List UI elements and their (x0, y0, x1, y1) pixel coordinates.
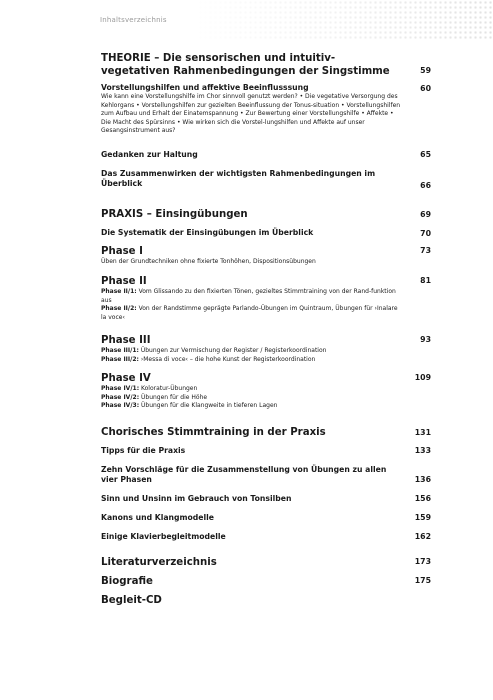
toc-subentry (101, 288, 401, 305)
toc-subentry-text: Üben der Grundtechniken ohne fixierte Tonhöhen, Dispositionsübungen (101, 258, 316, 266)
toc-entry-chorisches[interactable] (101, 426, 431, 439)
toc-entry-title: Tipps für die Praxis (101, 446, 186, 455)
toc-subentry (101, 356, 401, 365)
toc-entry-biografie[interactable] (101, 575, 431, 588)
toc-entry-title: Biografie (101, 576, 153, 587)
toc-entry-title: PRAXIS – Einsingübungen (101, 209, 248, 220)
toc-entry-page-number: 136 (414, 475, 431, 484)
toc-subentry-label: Phase III/2: (101, 355, 139, 363)
toc-subentry-text: Koloratur-Übungen (139, 385, 198, 393)
toc-subentry-label: Phase IV/3: (101, 402, 140, 410)
toc-subentry-label: Phase II/2: (101, 305, 137, 313)
toc-subentry (101, 347, 401, 356)
toc-entry-page-number: 156 (414, 494, 431, 503)
toc-entry-title: Die Systematik der Einsingübungen im Überblick (101, 228, 314, 237)
toc-entry-page-number: 59 (420, 66, 431, 75)
toc-entry-title: Gedanken zur Haltung (101, 150, 198, 159)
toc-entry-page-number: 81 (420, 276, 431, 285)
toc-entry-title: Das Zusammenwirken der wichtigsten Rahmenbedingungen im Überblick (101, 169, 376, 188)
toc-subentry-text: Übungen zur Vermischung der Register / Registerkoordination (138, 347, 327, 355)
toc-subentry-text: Vom Glissando zu den fixierten Tönen, gezieltes Stimmtraining von der Rand-funktion aus (101, 288, 396, 304)
toc-entry-zehn[interactable] (101, 465, 431, 485)
toc-entry-title: THEORIE – Die sensorischen und intuitiv-vegetativen Rahmenbedingungen der Singstimme (101, 53, 390, 78)
toc-entry-title: Phase I (101, 246, 143, 257)
toc-entry-page-number: 69 (420, 210, 431, 219)
toc-subentry-text: Übungen für die Höhe (139, 393, 208, 401)
toc-entry-klavier[interactable] (101, 532, 431, 542)
toc-subentry-label: Phase IV/1: (101, 385, 140, 393)
toc-entry-page-number: 175 (414, 576, 431, 585)
toc-entry-page-number: 70 (420, 229, 431, 238)
toc-entry-zusammenwirken[interactable] (101, 169, 431, 189)
toc-subentry (101, 305, 401, 322)
toc-subentry-text: Übungen für die Klangweite in tieferen Lagen (139, 402, 278, 410)
toc-entry-page-number: 93 (420, 335, 431, 344)
toc-entry-title: Phase III (101, 335, 151, 346)
toc-entry-cd[interactable] (101, 594, 431, 607)
toc-entry-praxis[interactable] (101, 208, 431, 221)
toc-entry-title: Vorstellungshilfen und affektive Beeinflusssung (101, 83, 309, 92)
toc-entry-title: Literaturverzeichnis (101, 557, 217, 568)
toc-subentry (101, 394, 401, 403)
toc-entry-theorie[interactable] (101, 52, 431, 78)
toc-subentry (101, 402, 401, 411)
toc-entry-title: Phase II (101, 276, 147, 287)
toc-subentry (101, 385, 401, 394)
toc-subentry-label: Phase IV/2: (101, 393, 140, 401)
toc-subentry-text: Von der Randstimme geprägte Parlando-Übungen im Quintraum, Übungen für ›Inalare la voce‹ (101, 305, 398, 321)
toc-entry-page-number: 65 (420, 150, 431, 159)
header-dot-pattern (193, 0, 493, 40)
toc-entry-title: Phase IV (101, 373, 151, 384)
toc-subentry-text: ›Messa di voce‹ – die hohe Kunst der Registerkoordination (138, 355, 316, 363)
toc-entry-page-number: 162 (414, 532, 431, 541)
toc-entry-title: Zehn Vorschläge für die Zusammenstellung von Übungen zu allen vier Phasen (101, 465, 387, 484)
toc-entry-page-number: 66 (420, 181, 431, 190)
toc-entry-title: Kanons und Klangmodelle (101, 513, 214, 522)
toc-entry-phase1[interactable] (101, 245, 431, 267)
toc-subentry (101, 258, 401, 267)
toc-entry-tipps[interactable] (101, 446, 431, 456)
toc-entry-kanons[interactable] (101, 513, 431, 523)
toc-entry-phase3[interactable] (101, 334, 431, 364)
toc-entry-description: Wie kann eine Vorstellungshilfe im Chor sinnvoll genutzt werden? • Die vegetative Versorgung des Kehlorgans • Vorstellungshilfen zur gezielten Beeinflussung der Tonus-situation • Vorstellungshilfen zum Aufbau und Erhalt der Einatemspannung • Zur Bewertung einer Vorstellungshilfe • Affekte • Die Macht des Spürsinns • Wie wirken sich die Vorstel-lungshilfen und Affekte auf unser Gesangsinstrument aus? (101, 93, 401, 135)
toc-subentry-label: Phase II/1: (101, 288, 137, 296)
toc-entry-title: Einige Klavierbegleitmodelle (101, 532, 226, 541)
toc-entry-page-number: 131 (414, 428, 431, 437)
toc-entry-page-number: 73 (420, 246, 431, 255)
toc-entry-sinn[interactable] (101, 494, 431, 504)
toc-entry-title: Begleit-CD (101, 595, 162, 606)
toc-entry-page-number: 109 (414, 373, 431, 382)
toc-entry-phase4[interactable] (101, 372, 431, 411)
toc-entry-title: Sinn und Unsinn im Gebrauch von Tonsilben (101, 494, 292, 503)
toc-entry-systematik[interactable] (101, 228, 431, 238)
toc-entry-page-number: 159 (414, 513, 431, 522)
toc-entry-page-number: 60 (420, 84, 431, 93)
running-header: Inhaltsverzeichnis (100, 16, 167, 24)
toc-entry-page-number: 133 (414, 446, 431, 455)
toc-entry-phase2[interactable] (101, 275, 431, 323)
toc-entry-title: Chorisches Stimmtraining in der Praxis (101, 427, 326, 438)
toc-entry-vorstellungshilfen[interactable] (101, 83, 431, 136)
toc-subentry-label: Phase III/1: (101, 347, 139, 355)
toc-entry-literatur[interactable] (101, 556, 431, 569)
toc-entry-gedanken[interactable] (101, 150, 431, 160)
toc-entry-page-number: 173 (414, 557, 431, 566)
